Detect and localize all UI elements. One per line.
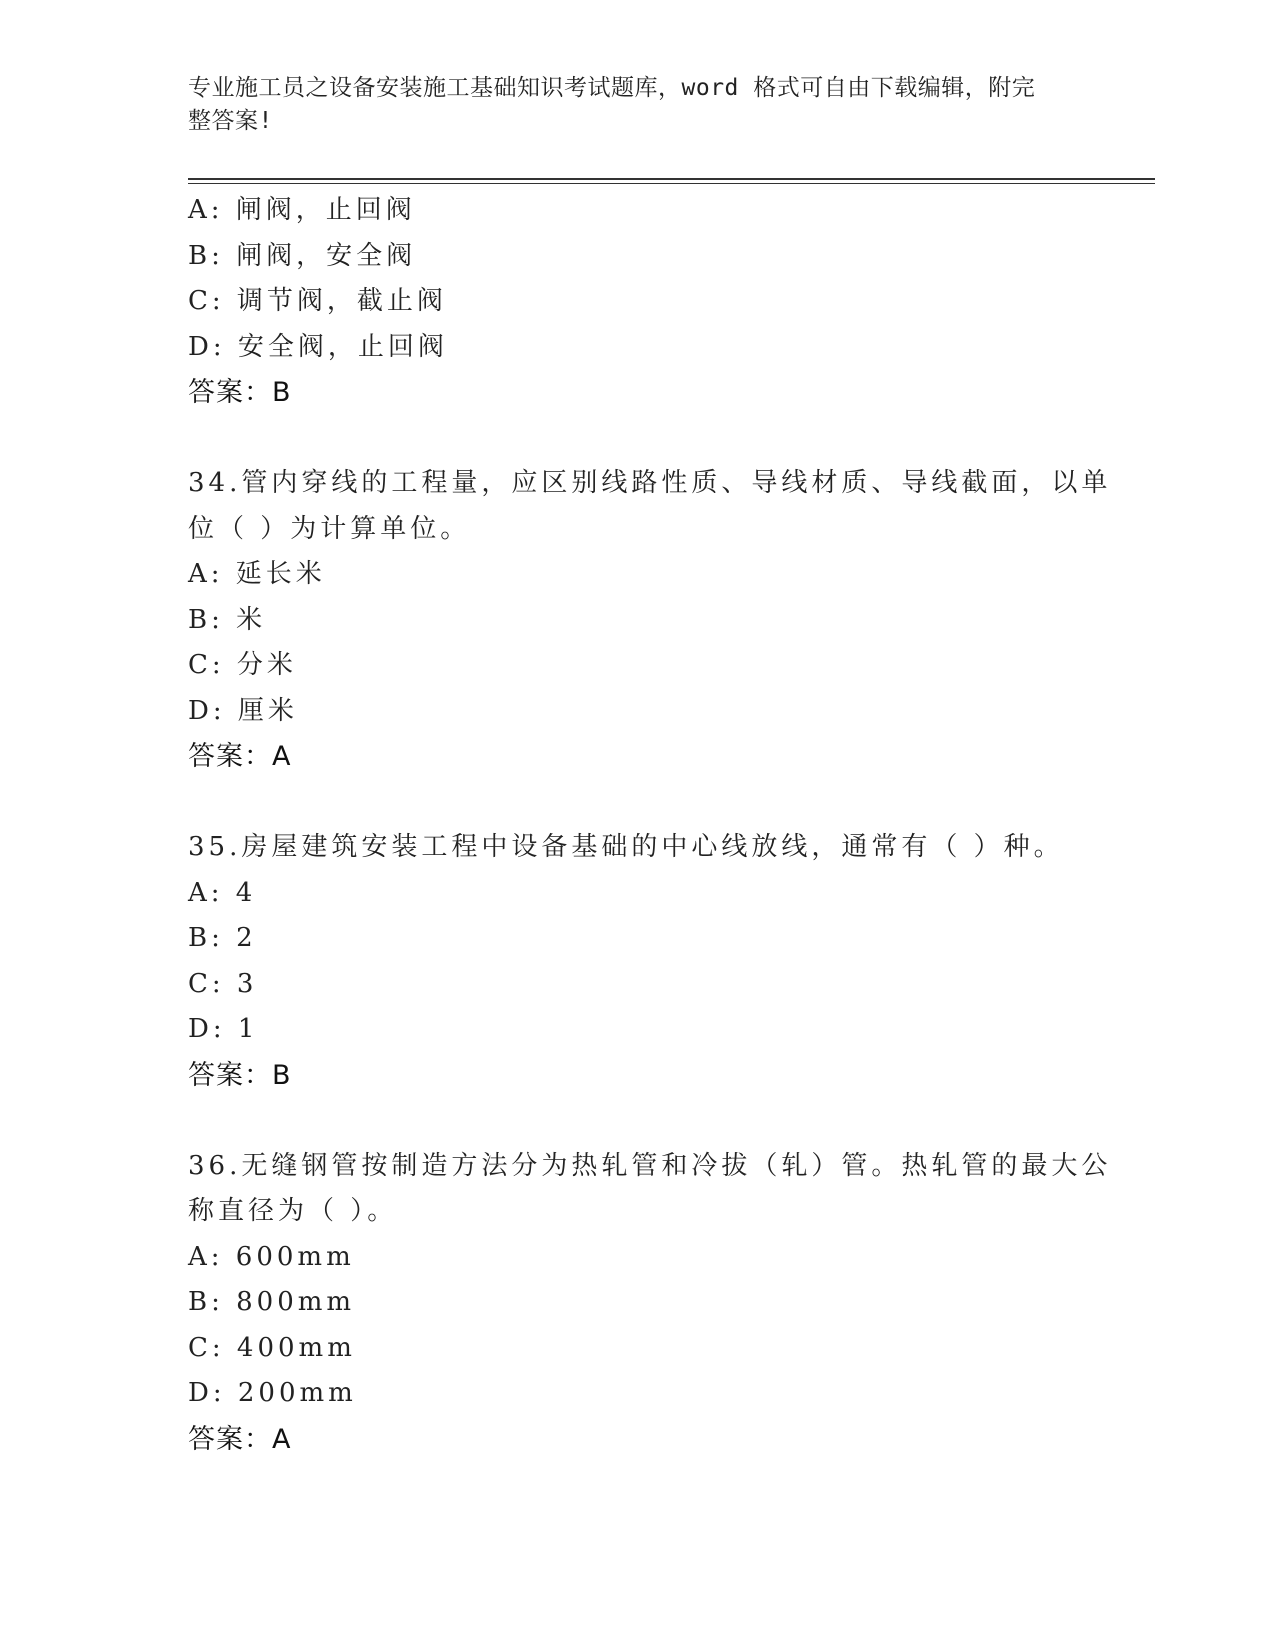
option-d: D: 200mm bbox=[188, 1378, 357, 1408]
option-c: C: 400mm bbox=[188, 1332, 356, 1363]
option-c: C: 3 bbox=[188, 968, 258, 999]
question-34 bbox=[188, 461, 1112, 780]
option-a: A: 延长米 bbox=[188, 559, 326, 589]
question-33 bbox=[188, 188, 1088, 416]
header-line-1: 专业施工员之设备安装施工基础知识考试题库，word 格式可自由下载编辑，附完 bbox=[188, 75, 1036, 101]
option-b: B: 800mm bbox=[188, 1287, 356, 1317]
answer-line: 答案：A bbox=[188, 741, 292, 772]
option-b: B: 米 bbox=[188, 604, 267, 635]
option-b: B: 闸阀，安全阀 bbox=[188, 240, 417, 271]
spacer bbox=[188, 780, 1088, 826]
option-d: D: 安全阀，止回阀 bbox=[188, 331, 448, 362]
question-stem-line-1: 34.管内穿线的工程量，应区别线路性质、导线材质、导线截面，以单 bbox=[188, 468, 1112, 498]
question-stem-line-1: 35.房屋建筑安装工程中设备基础的中心线放线，通常有（ ）种。 bbox=[188, 832, 1064, 862]
option-b: B: 2 bbox=[188, 923, 257, 953]
header-divider-thin bbox=[188, 183, 1155, 184]
answer-line: 答案：A bbox=[188, 1423, 292, 1455]
option-c: C: 分米 bbox=[188, 650, 297, 680]
option-d: D: 1 bbox=[188, 1014, 259, 1044]
spacer bbox=[188, 416, 1088, 462]
header-divider-thick bbox=[188, 178, 1155, 180]
option-a: A: 600mm bbox=[188, 1241, 355, 1272]
question-stem-line-1: 36.无缝钢管按制造方法分为热轧管和冷拔（轧）管。热轧管的最大公 bbox=[188, 1150, 1112, 1181]
question-stem-line-2: 称直径为（ ）。 bbox=[188, 1196, 398, 1226]
option-a: A: 4 bbox=[188, 877, 257, 908]
spacer bbox=[188, 1098, 1088, 1144]
header-line-2: 整答案! bbox=[188, 108, 273, 134]
option-c: C: 调节阀，截止阀 bbox=[188, 286, 447, 316]
option-d: D: 厘米 bbox=[188, 695, 298, 726]
answer-line: 答案：B bbox=[188, 1059, 292, 1091]
question-stem-line-2: 位（ ）为计算单位。 bbox=[188, 513, 471, 544]
answer-line: 答案：B bbox=[188, 377, 292, 408]
option-a: A: 闸阀，止回阀 bbox=[188, 195, 416, 225]
document-header bbox=[188, 72, 1068, 138]
question-35 bbox=[188, 825, 1088, 1098]
question-list bbox=[188, 188, 1112, 1462]
question-36 bbox=[188, 1144, 1112, 1463]
